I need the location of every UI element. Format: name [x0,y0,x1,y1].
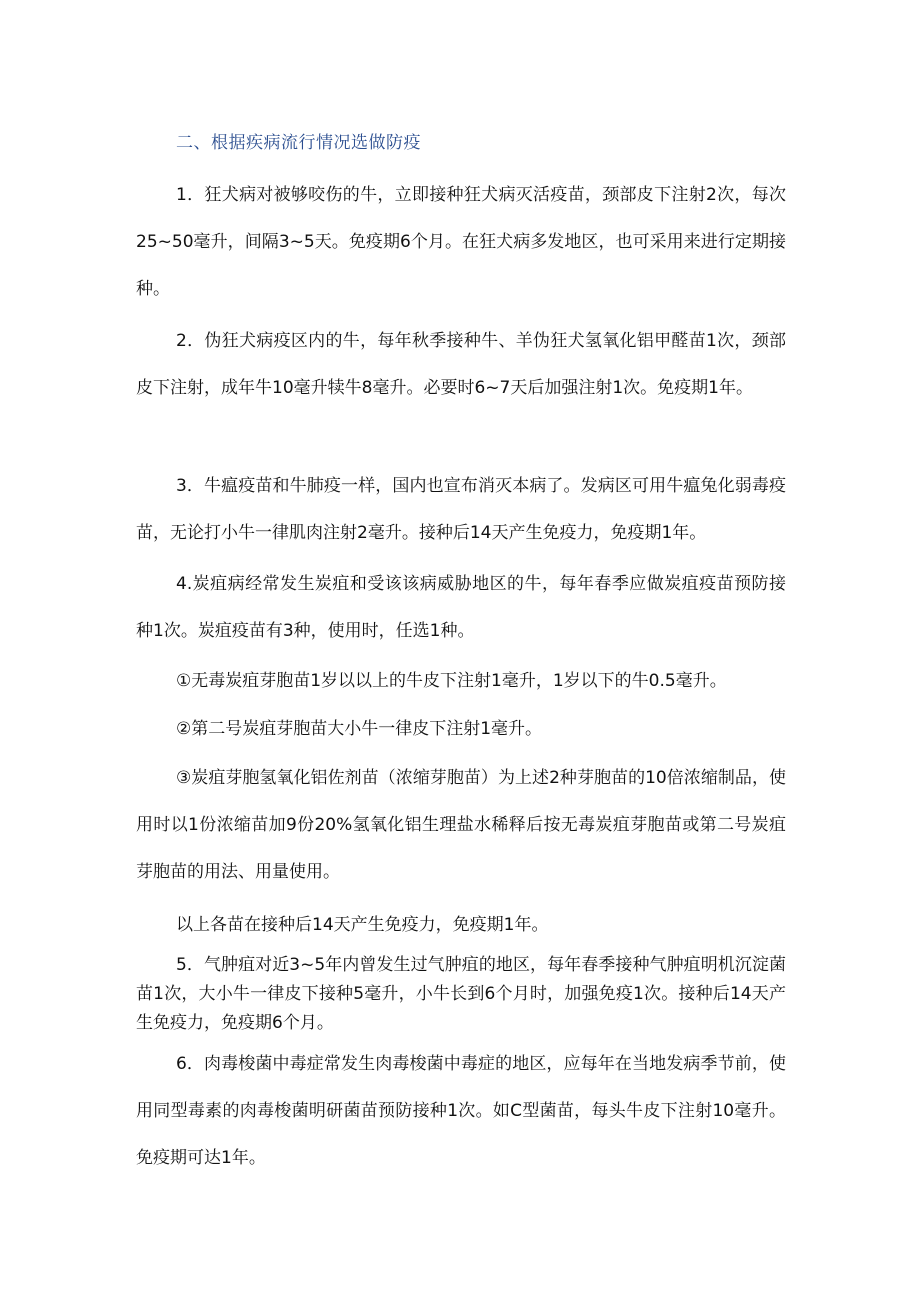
paragraph-botulism: 6．肉毒梭菌中毒症常发生肉毒梭菌中毒症的地区，应每年在当地发病季节前，使用同型毒素的肉毒梭菌明研菌苗预防接种1次。如C型菌苗，每头牛皮下注射10毫升。免疫期可达1年。 [136,1054,786,1168]
paragraph-pseudorabies: 2．伪狂犬病疫区内的牛，每年秋季接种牛、羊伪狂犬氢氧化铝甲醛苗1次，颈部皮下注射，成年牛10毫升犊牛8毫升。必要时6~7天后加强注射1次。免疫期1年。 [136,331,786,398]
paragraph-rinderpest: 3．牛瘟疫苗和牛肺疫一样，国内也宣布消灭本病了。发病区可用牛瘟兔化弱毒疫苗，无论打小牛一律肌肉注射2毫升。接种后14天产生免疫力，免疫期1年。 [136,476,786,543]
anthrax-vaccine-item-1: ①无毒炭疽芽胞苗1岁以以上的牛皮下注射1毫升，1岁以下的牛0.5毫升。 [176,671,727,691]
anthrax-vaccine-item-2: ②第二号炭疽芽胞苗大小牛一律皮下注射1毫升。 [176,719,543,739]
paragraph-rabies: 1．狂犬病对被够咬伤的牛，立即接种狂犬病灭活疫苗，颈部皮下注射2次，每次25~50毫升，间隔3~5天。免疫期6个月。在狂犬病多发地区，也可采用来进行定期接种。 [136,185,786,299]
section-heading: 二、根据疾病流行情况选做防疫 [176,133,421,153]
anthrax-summary: 以上各苗在接种后14天产生免疫力，免疫期1年。 [176,915,549,935]
anthrax-vaccine-item-3: ③炭疽芽胞氢氧化铝佐剂苗（浓缩芽胞苗）为上述2种芽胞苗的10倍浓缩制品，使用时以1份浓缩苗加9份20%氢氧化铝生理盐水稀释后按无毒炭疽芽胞苗或第二号炭疽芽胞苗的用法、用量使用。 [136,768,786,882]
paragraph-anthrax: 4.炭疽病经常发生炭疽和受该该病威胁地区的牛，每年春季应做炭疽疫苗预防接种1次。炭疽疫苗有3种，使用时，任选1种。 [136,574,786,641]
paragraph-blackleg: 5．气肿疽对近3~5年内曾发生过气肿疽的地区，每年春季接种气肿疽明机沉淀菌苗1次，大小牛一律皮下接种5毫升，小牛长到6个月时，加强免疫1次。接种后14天产生免疫力，免疫期6个月。 [136,955,786,1033]
